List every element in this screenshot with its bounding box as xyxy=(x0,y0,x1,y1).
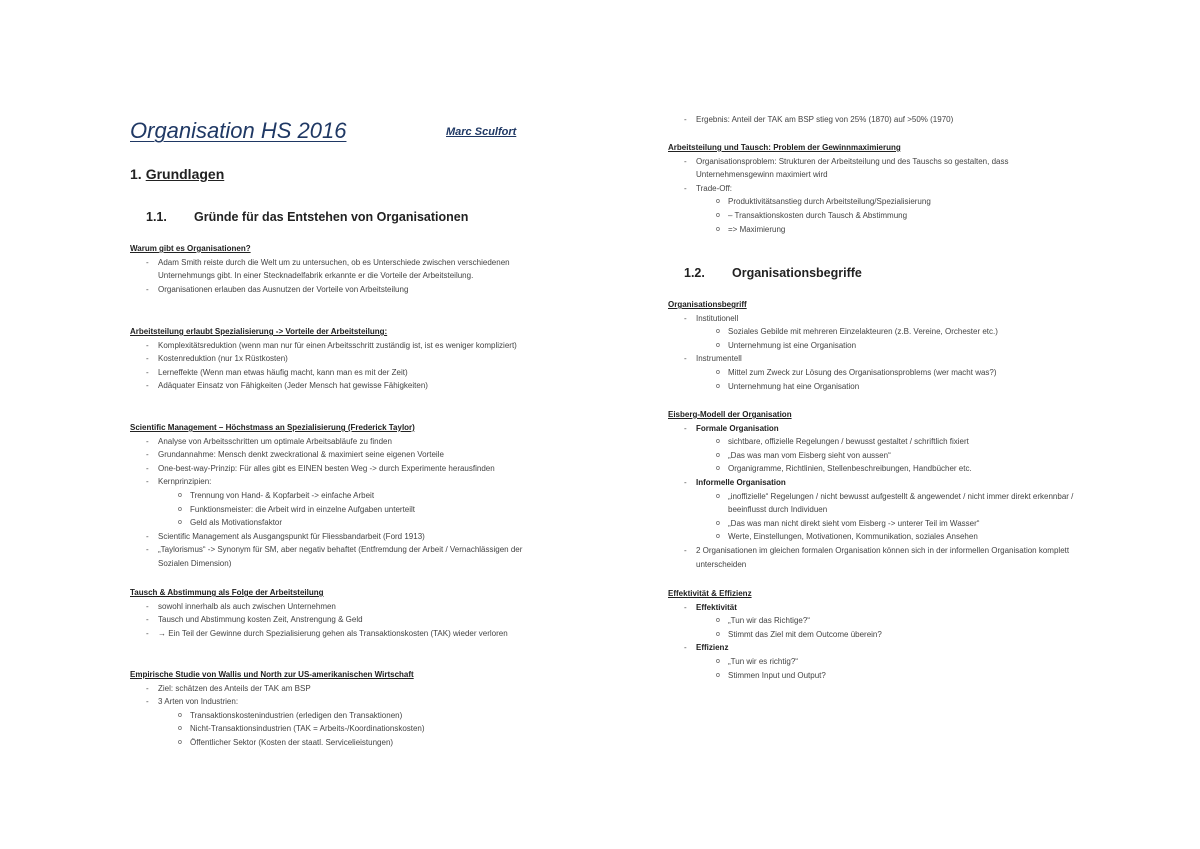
sub-list-item: o Organigramme, Richtlinien, Stellenbeschreibungen, Handbücher etc. xyxy=(668,462,1088,476)
sub-list-item: o Trennung von Hand- & Kopfarbeit -> einfache Arbeit xyxy=(130,489,550,503)
sub-list-item: o Nicht-Transaktionsindustrien (TAK = Arbeits-/Koordinationskosten) xyxy=(130,722,550,736)
list-item: - Ziel: schätzen des Anteils der TAK am BSP xyxy=(130,682,550,696)
heading-number: 1.1. xyxy=(146,210,167,224)
list-item: - Analyse von Arbeitsschritten um optimale Arbeitsabläufe zu finden xyxy=(130,435,550,449)
section-title: Warum gibt es Organisationen? xyxy=(130,244,251,253)
sub-list-item: o „Das was man vom Eisberg sieht von aussen“ xyxy=(668,449,1088,463)
list-item xyxy=(668,352,1088,393)
heading-text: Gründe für das Entstehen von Organisationen xyxy=(194,210,469,224)
section-eisberg-modell xyxy=(668,408,1088,571)
list-item xyxy=(668,601,1088,642)
section-scientific-management xyxy=(130,421,550,571)
list-item-text: Formale Organisation xyxy=(696,423,779,433)
section-warum xyxy=(130,242,550,296)
section-effektivitaet-effizienz xyxy=(668,587,1088,682)
list-item: - → Ein Teil der Gewinne durch Spezialisierung gehen als Transaktionskosten (TAK) wieder verloren xyxy=(130,627,550,641)
list-item-text: Trade-Off: xyxy=(696,183,733,193)
section-title: Organisationsbegriff xyxy=(668,300,747,309)
section-title: Eisberg-Modell der Organisation xyxy=(668,410,792,419)
sub-list-item: o Unternehmung hat eine Organisation xyxy=(668,380,1088,394)
list-item: - Lerneffekte (Wenn man etwas häufig macht, kann man es mit der Zeit) xyxy=(130,366,550,380)
sub-list-item: o „inoffizielle“ Regelungen / nicht bewusst aufgestellt & angewendet / nicht immer direkt erkennbar / beeinflusst durch Individuen xyxy=(668,490,1088,517)
sub-list-item: o Geld als Motivationsfaktor xyxy=(130,516,550,530)
list-item-text: 3 Arten von Industrien: xyxy=(158,697,239,707)
list-item: - Organisationsproblem: Strukturen der Arbeitsteilung und des Tauschs so gestalten, dass Unternehmensgewinn maximiert wird xyxy=(668,155,1088,182)
heading-grundlagen xyxy=(130,166,224,182)
sub-list-item: o Mittel zum Zweck zur Lösung des Organisationsproblems (wer macht was?) xyxy=(668,366,1088,380)
list-item: - Komplexitätsreduktion (wenn man nur für einen Arbeitsschritt zuständig ist, ist es weniger kompliziert) xyxy=(130,339,550,353)
list-item: - Scientific Management als Ausgangspunkt für Fliessbandarbeit (Ford 1913) xyxy=(130,530,550,544)
list-item-text: Kernprinzipien: xyxy=(158,477,212,487)
sub-list-item: o – Transaktionskosten durch Tausch & Abstimmung xyxy=(668,209,1088,223)
list-item xyxy=(668,422,1088,476)
section-title: Arbeitsteilung und Tausch: Problem der Gewinnmaximierung xyxy=(668,143,901,152)
heading-organisationsbegriffe xyxy=(684,266,862,280)
sub-list-item: o „Tun wir das Richtige?“ xyxy=(668,614,1088,628)
heading-number: 1.2. xyxy=(684,266,705,280)
heading-text: Organisationsbegriffe xyxy=(732,266,862,280)
list-item-text: Institutionell xyxy=(696,313,739,323)
section-tausch-abstimmung xyxy=(130,586,550,640)
list-item-text: Effektivität xyxy=(696,602,737,612)
list-item xyxy=(130,695,550,749)
list-item xyxy=(130,475,550,529)
section-title: Tausch & Abstimmung als Folge der Arbeitsteilung xyxy=(130,588,324,597)
sub-list-item: o Öffentlicher Sektor (Kosten der staatl. Servicelieistungen) xyxy=(130,736,550,750)
list-item: - 2 Organisationen im gleichen formalen Organisation können sich in der informellen Organisation komplett unterscheiden xyxy=(668,544,1088,571)
list-item: - Grundannahme: Mensch denkt zweckrational & maximiert seine eigenen Vorteile xyxy=(130,448,550,462)
list-item: - Kostenreduktion (nur 1x Rüstkosten) xyxy=(130,352,550,366)
list-item: - Adäquater Einsatz von Fähigkeiten (Jeder Mensch hat gewisse Fähigkeiten) xyxy=(130,379,550,393)
sub-list-item: o Transaktionskostenindustrien (erledigen den Transaktionen) xyxy=(130,709,550,723)
sub-list-item: o Funktionsmeister: die Arbeit wird in einzelne Aufgaben unterteilt xyxy=(130,503,550,517)
list-item-text: Instrumentell xyxy=(696,354,742,364)
heading-text: Grundlagen xyxy=(145,166,225,182)
section-gewinnmaximierung xyxy=(668,141,1088,236)
document-author: Marc Sculfort xyxy=(446,126,517,138)
document-title: Organisation HS 2016 xyxy=(130,118,347,143)
list-item-text: Effizienz xyxy=(696,643,729,653)
list-item: - Organisationen erlauben das Ausnutzen der Vorteile von Arbeitsteilung xyxy=(130,283,550,297)
list-item-text: Informelle Organisation xyxy=(696,477,786,487)
section-title: Arbeitsteilung erlaubt Spezialisierung -> Vorteile der Arbeitsteilung: xyxy=(130,327,388,336)
sub-list-item: o Stimmt das Ziel mit dem Outcome überein? xyxy=(668,628,1088,642)
list-item xyxy=(668,641,1088,682)
list-item: - One-best-way-Prinzip: Für alles gibt es EINEN besten Weg -> durch Experimente herausfinden xyxy=(130,462,550,476)
list-item xyxy=(668,312,1088,353)
section-title: Empirische Studie von Wallis und North zur US-amerikanischen Wirtschaft xyxy=(130,670,414,679)
section-ergebnis xyxy=(668,113,1088,127)
section-title: Scientific Management – Höchstmass an Spezialisierung (Frederick Taylor) xyxy=(130,423,415,432)
section-organisationsbegriff xyxy=(668,298,1088,393)
section-arbeitsteilung xyxy=(130,325,550,393)
sub-list-item: o Soziales Gebilde mit mehreren Einzelakteuren (z.B. Vereine, Orchester etc.) xyxy=(668,325,1088,339)
list-item: - „Taylorismus“ -> Synonym für SM, aber negativ behaftet (Entfremdung der Arbeit / Vernachlässigen der Sozialen Dimension) xyxy=(130,543,550,570)
section-empirische-studie xyxy=(130,668,550,750)
sub-list-item: o Stimmen Input und Output? xyxy=(668,669,1088,683)
list-item: - sowohl innerhalb als auch zwischen Unternehmen xyxy=(130,600,550,614)
sub-list-item: o „Tun wir es richtig?“ xyxy=(668,655,1088,669)
sub-list-item: o Unternehmung ist eine Organisation xyxy=(668,339,1088,353)
list-item: - Tausch und Abstimmung kosten Zeit, Anstrengung & Geld xyxy=(130,613,550,627)
section-title: Effektivität & Effizienz xyxy=(668,589,752,598)
heading-number: 1. xyxy=(130,166,142,182)
sub-list-item: o Werte, Einstellungen, Motivationen, Kommunikation, soziales Ansehen xyxy=(668,530,1088,544)
heading-gruende xyxy=(146,210,468,224)
list-item: - Adam Smith reiste durch die Welt um zu untersuchen, ob es Unterschiede zwischen verschiedenen Unternehmungs gibt. In einer Stecknadelfabrik erkannte er die Vorteile der Arbeitsteilung. xyxy=(130,256,550,283)
list-item: - Ergebnis: Anteil der TAK am BSP stieg von 25% (1870) auf >50% (1970) xyxy=(668,113,1088,127)
sub-list-item: o „Das was man nicht direkt sieht vom Eisberg -> unterer Teil im Wasser“ xyxy=(668,517,1088,531)
sub-list-item: o sichtbare, offizielle Regelungen / bewusst gestaltet / schriftlich fixiert xyxy=(668,435,1088,449)
list-item xyxy=(668,476,1088,544)
sub-list-item: o => Maximierung xyxy=(668,223,1088,237)
document-header xyxy=(130,118,530,148)
list-item xyxy=(668,182,1088,236)
sub-list-item: o Produktivitätsanstieg durch Arbeitsteilung/Spezialisierung xyxy=(668,195,1088,209)
